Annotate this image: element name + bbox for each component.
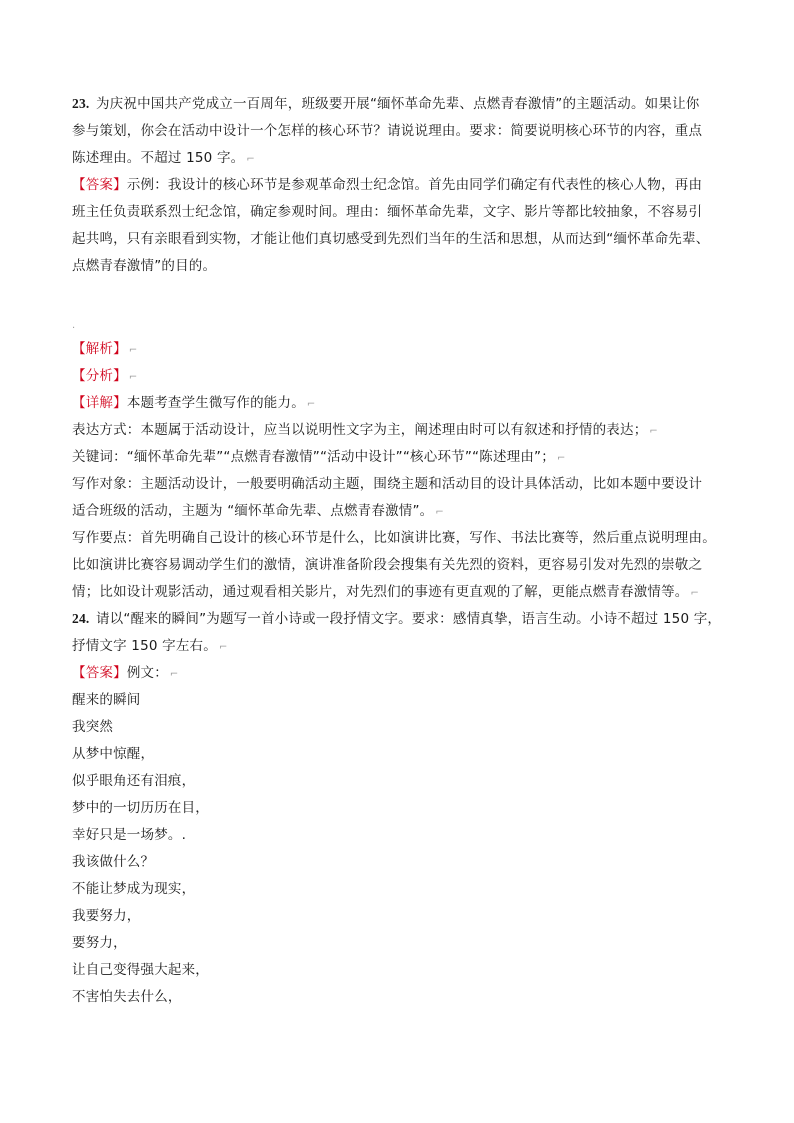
poem-line: 不能让梦成为现实， [72, 881, 196, 897]
detail-line-2: 表达方式：本题属于活动设计，应当以说明性文字为主，阐述理由时可以有叙述和抒情的表达； ⌐ [72, 422, 658, 438]
poem-line: 我该做什么？ [72, 854, 155, 870]
q23-answer-line-2: 班主任负责联系烈士纪念馆，确定参观时间。理由：缅怀革命先辈，文字、影片等都比较抽象，不容易引 [72, 204, 703, 220]
detail-line-3: 关键词：“缅怀革命先辈”“点燃青春激情”“活动中设计”“核心环节”“陈述理由”； ⌐ [72, 449, 566, 465]
q23-answer-line-3: 起共鸣，只有亲眼看到实物，才能让他们真切感受到先烈们当年的生活和思想，从而达到“缅怀革命先辈、 [72, 231, 710, 247]
q23-question-line-1: 23. 为庆祝中国共产党成立一百周年，班级要开展“缅怀革命先辈、点燃青春激情”的主题活动。如果让你 [72, 96, 700, 112]
q23-answer-line-4: 点燃青春激情”的目的。 [72, 258, 217, 274]
q23-question-line-3: 陈述理由。不超过 150 字。 ⌐ [72, 150, 255, 166]
poem-line: 醒来的瞬间 [72, 692, 141, 708]
detail-line-5: 适合班级的活动，主题为 “缅怀革命先辈、点燃青春激情”。 ⌐ [72, 503, 444, 519]
detail-line-7: 比如演讲比赛容易调动学生们的激情，演讲准备阶段会搜集有关先烈的资料，更容易引发对先烈的崇敬之 [72, 557, 703, 573]
detail-line-6: 写作要点：首先明确自己设计的核心环节是什么，比如演讲比赛，写作、书法比赛等，然后重点说明理由。 [72, 530, 716, 546]
q24-question-line-1: 24. 请以“醒来的瞬间”为题写一首小诗或一段抒情文字。要求：感情真挚，语言生动。小诗不超过 150 字， [72, 611, 722, 627]
fenxi-heading: 【分析】 ⌐ [72, 368, 138, 384]
poem-line: 似乎眼角还有泪痕， [72, 773, 196, 789]
poem-line: 梦中的一切历历在目， [72, 800, 209, 816]
q23-question-line-2: 参与策划，你会在活动中设计一个怎样的核心环节？请说说理由。要求：简要说明核心环节的内容，重点 [72, 123, 703, 139]
answer-tag: 【答案】 [72, 665, 127, 681]
detail-line-8: 情；比如设计观影活动，通过观看相关影片，对先烈们的事迹有更直观的了解，更能点燃青春激情等。 ⌐ [72, 584, 700, 600]
poem-line: 不害怕失去什么， [72, 989, 182, 1005]
paragraph-mark: · [72, 323, 76, 334]
q24-answer-line: 【答案】例文： ⌐ [72, 665, 179, 681]
detail-line-4: 写作对象：主题活动设计，一般要明确活动主题，围绕主题和活动目的设计具体活动，比如本题中要设计 [72, 476, 703, 492]
detail-tag: 【详解】 [72, 395, 127, 411]
poem-line: 让自己变得强大起来， [72, 962, 209, 978]
poem-line: 要努力， [72, 935, 127, 951]
poem-line: 我要努力， [72, 908, 141, 924]
q24-number: 24. [72, 611, 90, 626]
q24-question-line-2: 抒情文字 150 字左右。 ⌐ [72, 638, 228, 654]
poem-line: 我突然 [72, 719, 114, 735]
poem-line: 从梦中惊醒， [72, 746, 155, 762]
q23-number: 23. [72, 96, 90, 111]
q23-answer-line-1: 【答案】示例：我设计的核心环节是参观革命烈士纪念馆。首先由同学们确定有代表性的核心人物，再由 [72, 177, 703, 193]
answer-tag: 【答案】 [72, 177, 127, 193]
detail-line-1: 【详解】本题考查学生微写作的能力。 ⌐ [72, 395, 316, 411]
poem-line: 幸好只是一场梦。. [72, 827, 187, 843]
analysis-heading: 【解析】 ⌐ [72, 341, 138, 357]
